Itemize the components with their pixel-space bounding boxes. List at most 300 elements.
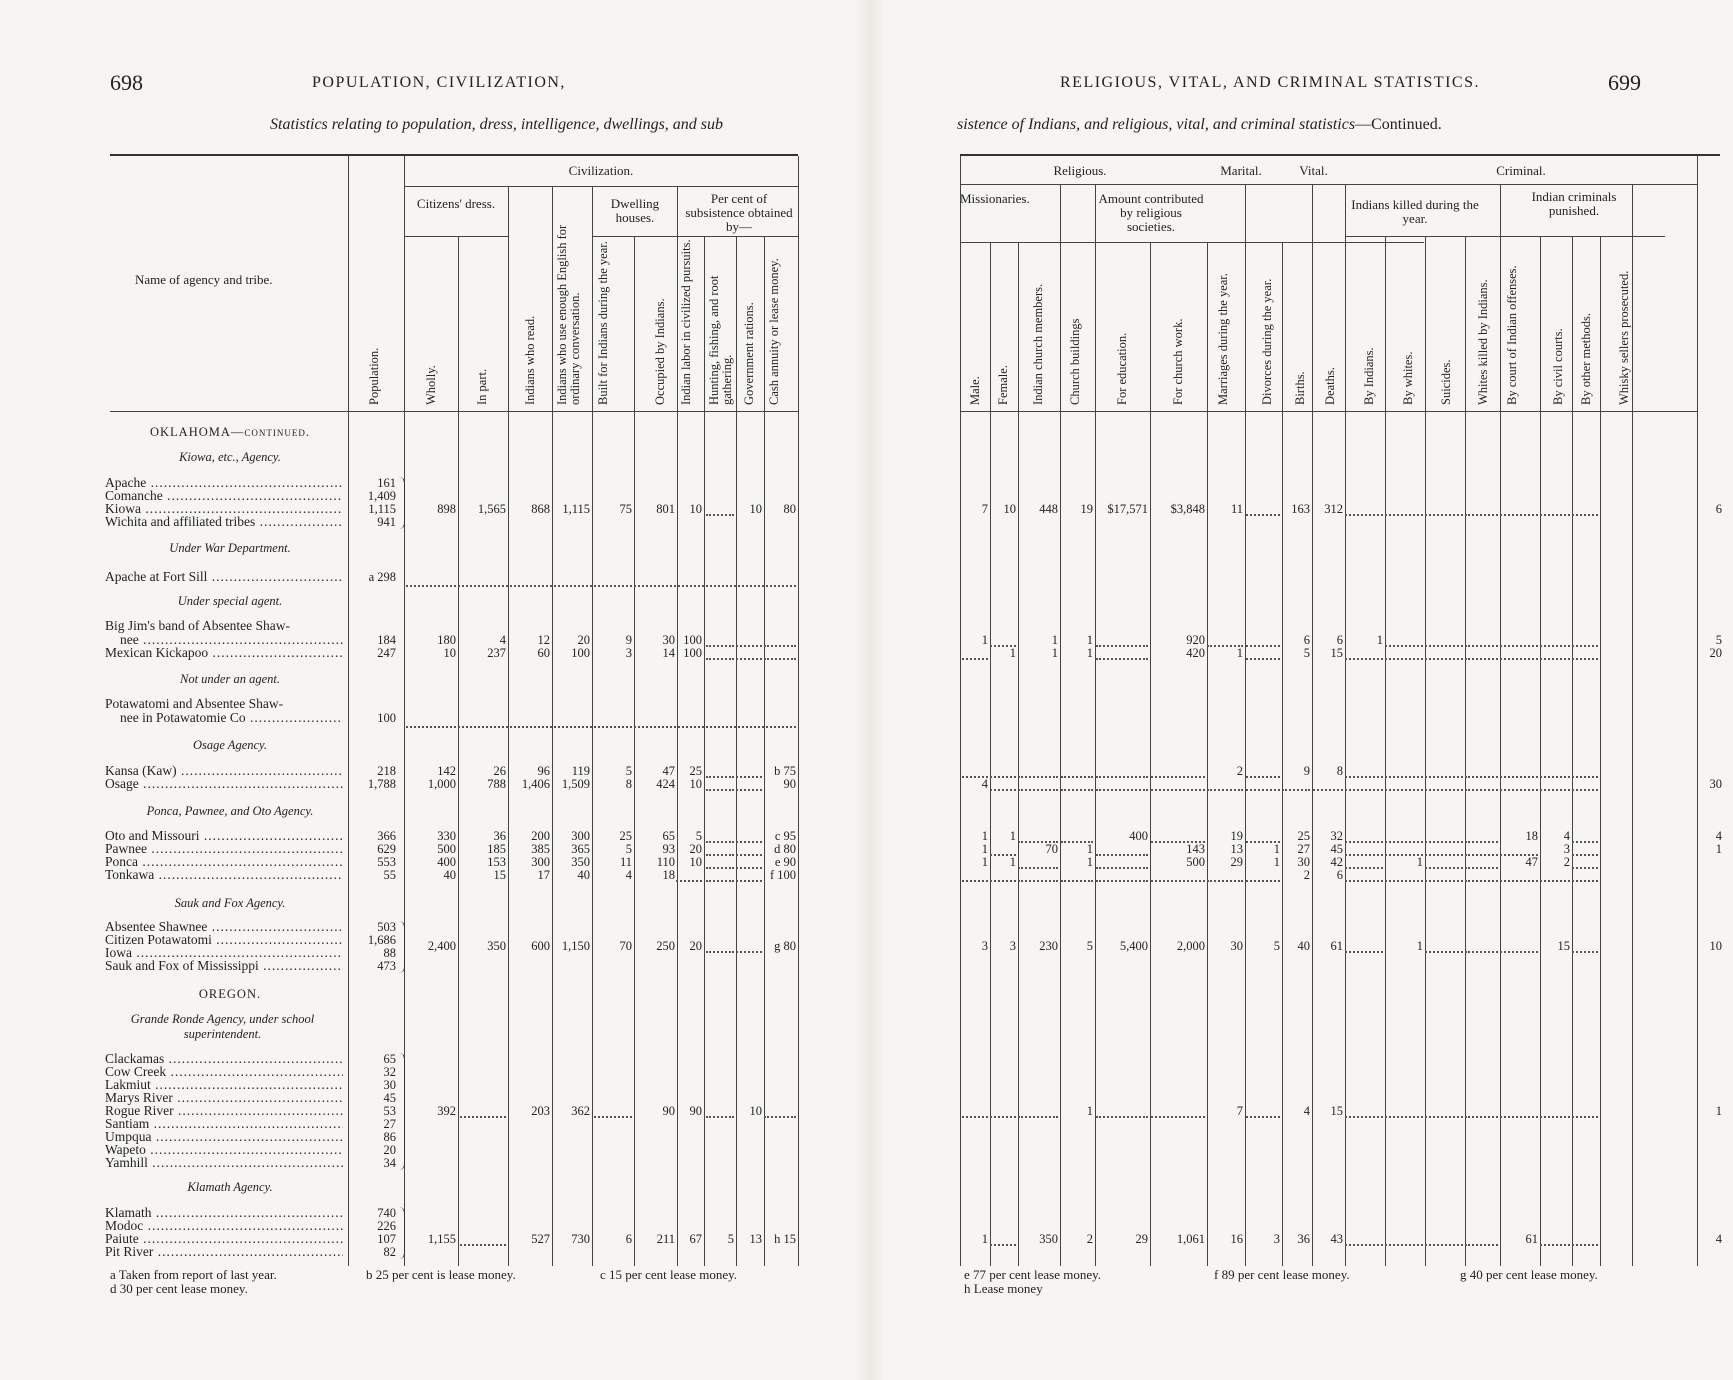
sub-rule	[1100, 242, 1424, 243]
tribe-name: Big Jim's band of Absentee Shaw-	[105, 619, 291, 633]
col-divider	[1312, 184, 1313, 1266]
cell-built: 6	[625, 1232, 632, 1246]
col-divider	[1600, 236, 1601, 1266]
cell-members: 230	[1039, 939, 1058, 953]
cell-div	[1246, 647, 1280, 660]
cell-deaths: 15	[1330, 646, 1343, 660]
punished-header: Indian criminals punished.	[1531, 189, 1617, 218]
cell-male: 1	[981, 855, 988, 869]
cell-court	[1500, 765, 1538, 778]
header-bottom-rule	[110, 411, 798, 412]
cell-built: 9	[625, 633, 632, 647]
population-value: 100	[377, 711, 396, 725]
cell-cash: e 90	[774, 855, 796, 869]
dotted-leader	[406, 572, 796, 587]
cell-church: 920	[1186, 633, 1205, 647]
missionaries-rule	[960, 242, 1100, 243]
cell-civil: 2	[1563, 855, 1570, 869]
cell-buildings	[1061, 765, 1093, 778]
for-church-header: For church work.	[1171, 318, 1185, 405]
cell-male: 4	[981, 777, 988, 791]
tribe-name: Santiam .....	[105, 1117, 343, 1131]
cell-members	[1018, 765, 1058, 778]
cell-rations: 10	[749, 502, 762, 516]
cell-labor: 10	[689, 855, 702, 869]
population-value: 1,115	[368, 502, 396, 516]
cell-occ: 65	[662, 829, 675, 843]
footnote-g: g 40 per cent lease money.	[1460, 1267, 1598, 1282]
cell-whk	[1465, 856, 1498, 869]
cell-eng: 300	[571, 829, 590, 843]
tribe-name: Tonkawa .....	[105, 868, 343, 882]
section-label: OKLAHOMA—continued.	[149, 425, 311, 439]
cell-eng: 20	[577, 633, 590, 647]
cell-members: 350	[1039, 1232, 1058, 1246]
tribe-name: Apache .....	[105, 476, 343, 490]
cell-div: 3	[1273, 1232, 1280, 1246]
cell-wholly: 898	[437, 502, 456, 516]
cell-hunt: 5	[727, 1232, 734, 1246]
tribe-name: Klamath .....	[105, 1206, 343, 1220]
population-value: 941	[377, 515, 396, 529]
cell-built: 11	[619, 855, 632, 869]
cell-cash	[764, 1105, 796, 1118]
cell-wholly: 392	[437, 1104, 456, 1118]
cell-buildings: 5	[1086, 939, 1093, 953]
cell-whisky: 10	[1709, 939, 1722, 953]
marriages-header: Marriages during the year.	[1216, 273, 1230, 405]
header-bottom-rule	[960, 411, 1697, 412]
cell-edu	[1096, 856, 1148, 869]
cell-occ: 30	[662, 633, 675, 647]
cell-wholly: 1,000	[427, 777, 456, 791]
cell-byind	[1345, 647, 1383, 660]
cell-occ: 424	[656, 777, 675, 791]
section-label: OREGON.	[198, 987, 262, 1001]
footnote-a: a Taken from report of last year.	[110, 1267, 277, 1282]
population-value: a 298	[368, 570, 396, 584]
cell-occ: 90	[662, 1104, 675, 1118]
cell-built: 8	[625, 777, 632, 791]
cell-wholly: 500	[437, 842, 456, 856]
cell-male	[962, 1105, 988, 1118]
population-value: 34	[383, 1156, 396, 1170]
cell-marr	[1207, 869, 1243, 882]
cell-whk	[1465, 765, 1498, 778]
cell-female: 1	[1009, 855, 1016, 869]
tribe-name: Oto and Missouri .....	[105, 829, 343, 843]
cell-occ: 93	[662, 842, 675, 856]
cell-wholly: 180	[437, 633, 456, 647]
dwelling-houses-header: Dwelling houses.	[610, 196, 660, 225]
cell-whisky: 4	[1715, 829, 1722, 843]
left-page	[0, 0, 860, 1380]
cell-occ: 18	[662, 868, 675, 882]
cell-other	[1572, 1105, 1598, 1118]
right-page-number: 699	[1608, 70, 1641, 95]
cell-births: 163	[1291, 502, 1310, 516]
col-divider	[1500, 184, 1501, 1266]
col-divider	[960, 156, 961, 1266]
table-top-rule	[110, 154, 798, 156]
cell-read: 96	[537, 764, 550, 778]
cell-marr: 1	[1236, 646, 1243, 660]
cell-rations	[736, 647, 762, 660]
cell-deaths: 6	[1336, 633, 1343, 647]
cell-hunt	[706, 778, 734, 791]
cell-edu: $17,571	[1107, 502, 1148, 516]
cell-male: 7	[981, 502, 988, 516]
cell-cash: h 15	[774, 1232, 796, 1246]
cell-members	[1018, 1105, 1058, 1118]
cell-sui	[1425, 503, 1463, 516]
cell-male: 1	[981, 842, 988, 856]
cell-buildings: 1	[1086, 855, 1093, 869]
tribe-name: Rogue River .....	[105, 1104, 343, 1118]
cell-wholly: 330	[437, 829, 456, 843]
cell-built: 5	[625, 764, 632, 778]
cell-marr: 30	[1230, 939, 1243, 953]
footnote-h: h Lease money	[964, 1281, 1043, 1296]
cell-sui	[1425, 1105, 1463, 1118]
cell-div	[1246, 778, 1280, 791]
cell-births	[1282, 778, 1310, 791]
cell-marr: 16	[1230, 1232, 1243, 1246]
cell-other	[1572, 869, 1598, 882]
tribe-name: Marys River .....	[105, 1091, 343, 1105]
cell-sui	[1425, 765, 1463, 778]
tribe-name: Sauk and Fox of Mississippi .....	[105, 959, 343, 973]
marital-header: Marital.	[1220, 163, 1262, 178]
cell-occ: 801	[656, 502, 675, 516]
section-label: Under special agent.	[177, 594, 283, 608]
tribe-name: Citizen Potawatomi .....	[105, 933, 343, 947]
divorces-header: Divorces during the year.	[1260, 278, 1274, 405]
section-label: Osage Agency.	[192, 738, 268, 752]
cell-hunt	[706, 634, 734, 647]
population-value: 20	[383, 1143, 396, 1157]
cell-church: 2,000	[1176, 939, 1205, 953]
tribe-name: Absentee Shawnee .....	[105, 920, 343, 934]
cell-court: 61	[1525, 1232, 1538, 1246]
col-divider	[1245, 184, 1246, 1266]
cell-female	[990, 1105, 1016, 1118]
population-value: 553	[377, 855, 396, 869]
section-label: Grande Ronde Agency, under school superintendent.	[130, 1012, 315, 1041]
church-buildings-header: Church buildings	[1068, 318, 1082, 405]
population-value: 629	[377, 842, 396, 856]
dotted-leader	[406, 713, 796, 728]
cell-members: 1	[1051, 633, 1058, 647]
subtitle-roman: —Continued.	[1355, 116, 1442, 133]
cell-deaths: 32	[1330, 829, 1343, 843]
cell-read: 17	[537, 868, 550, 882]
cell-cash: f 100	[769, 868, 796, 882]
population-value: 88	[383, 946, 396, 960]
cell-court	[1500, 634, 1538, 647]
cell-labor: 20	[689, 842, 702, 856]
cell-eng: 362	[571, 1104, 590, 1118]
group-brace	[398, 477, 405, 529]
cell-whisky: 5	[1715, 633, 1722, 647]
cell-rations	[736, 765, 762, 778]
group-brace	[398, 1053, 405, 1170]
cell-eng: 100	[571, 646, 590, 660]
cell-part: 1,565	[477, 502, 506, 516]
group-brace	[398, 921, 405, 973]
cell-bywh: 1	[1416, 855, 1423, 869]
cell-eng: 119	[571, 764, 590, 778]
cell-div	[1246, 503, 1280, 516]
tribe-name: Potawatomi and Absentee Shaw-	[105, 697, 284, 711]
cash-header: Cash annuity or lease money.	[767, 258, 781, 405]
for-education-header: For education.	[1115, 332, 1129, 405]
cell-rations: 10	[749, 1104, 762, 1118]
tribe-name: Kansa (Kaw) .....	[105, 764, 343, 778]
cell-female: 3	[1009, 939, 1016, 953]
cell-civil	[1540, 1233, 1570, 1246]
cell-edu	[1096, 869, 1148, 882]
population-value: 107	[377, 1232, 396, 1246]
cell-church	[1151, 869, 1205, 882]
rations-header: Government rations.	[742, 302, 756, 405]
cell-wholly: 2,400	[427, 939, 456, 953]
cell-labor: 20	[689, 939, 702, 953]
cell-byind	[1345, 765, 1383, 778]
killed-header: Indians killed during the year.	[1351, 197, 1479, 226]
cell-marr: 2	[1236, 764, 1243, 778]
population-value: 65	[383, 1052, 396, 1066]
cell-rations	[736, 856, 762, 869]
cell-bywh	[1385, 1233, 1423, 1246]
cell-church: $3,848	[1170, 502, 1205, 516]
cell-civil: 15	[1557, 939, 1570, 953]
cell-whk	[1465, 1105, 1498, 1118]
cell-cash: 80	[783, 502, 796, 516]
tribe-name: Iowa .....	[105, 946, 343, 960]
cell-div	[1246, 765, 1280, 778]
tribe-name: Kiowa .....	[105, 502, 343, 516]
cell-part	[460, 1105, 506, 1118]
cell-sui	[1425, 647, 1463, 660]
cell-buildings	[1061, 869, 1093, 882]
cell-deaths: 312	[1324, 502, 1343, 516]
cell-labor: 100	[683, 633, 702, 647]
cell-byind	[1345, 830, 1383, 843]
cell-edu	[1096, 634, 1148, 647]
built-header: Built for Indians during the year.	[596, 241, 610, 405]
population-value: 218	[377, 764, 396, 778]
cell-wholly: 40	[443, 868, 456, 882]
cell-read: 600	[531, 939, 550, 953]
cell-civil	[1540, 647, 1570, 660]
cell-births: 4	[1303, 1104, 1310, 1118]
cell-hunt	[706, 647, 734, 660]
right-running-head: RELIGIOUS, VITAL, AND CRIMINAL STATISTICS.	[1060, 74, 1480, 91]
cell-read: 527	[531, 1232, 550, 1246]
criminal-sub-rule	[1345, 236, 1665, 237]
cell-whisky: 4	[1715, 1232, 1722, 1246]
cell-part	[460, 1233, 506, 1246]
whites-killed-header: Whites killed by Indians.	[1476, 279, 1490, 405]
cell-members: 70	[1045, 842, 1058, 856]
female-header: Female.	[996, 365, 1010, 405]
cell-read: 385	[531, 842, 550, 856]
cell-church: 143	[1186, 842, 1205, 856]
population-value: 247	[377, 646, 396, 660]
cell-other	[1572, 503, 1598, 516]
section-label: Sauk and Fox Agency.	[174, 896, 286, 910]
cell-bywh	[1385, 765, 1423, 778]
cell-whisky: 30	[1709, 777, 1722, 791]
cell-deaths: 15	[1330, 1104, 1343, 1118]
cell-female	[990, 869, 1016, 882]
cell-labor: 67	[689, 1232, 702, 1246]
cell-sui	[1425, 1233, 1463, 1246]
cell-other	[1572, 634, 1598, 647]
dress-rule	[404, 236, 508, 237]
col-divider	[1095, 184, 1096, 1266]
cell-div	[1246, 634, 1280, 647]
cell-court	[1500, 503, 1538, 516]
cell-part: 788	[487, 777, 506, 791]
cell-civil: 4	[1563, 829, 1570, 843]
cell-civil	[1540, 634, 1570, 647]
cell-court	[1500, 778, 1538, 791]
footnote-c: c 15 per cent lease money.	[600, 1267, 738, 1282]
cell-civil	[1540, 869, 1570, 882]
cell-byind	[1345, 869, 1383, 882]
col-divider	[348, 156, 349, 1266]
cell-male	[962, 869, 988, 882]
cell-byind	[1345, 503, 1383, 516]
cell-rations	[736, 634, 762, 647]
cell-div: 1	[1273, 855, 1280, 869]
cell-rations	[736, 869, 762, 882]
cell-deaths: 6	[1336, 868, 1343, 882]
cell-civil: 3	[1563, 842, 1570, 856]
cell-cash: 90	[783, 777, 796, 791]
group-brace	[398, 1207, 405, 1259]
cell-church: 420	[1186, 646, 1205, 660]
cell-rations	[736, 843, 762, 856]
cell-built: 5	[625, 842, 632, 856]
cell-div	[1246, 869, 1280, 882]
cell-byind	[1345, 1233, 1383, 1246]
cell-part: 26	[493, 764, 506, 778]
tribe-name: Modoc .....	[105, 1219, 343, 1233]
cell-male: 3	[981, 939, 988, 953]
cell-labor: 25	[689, 764, 702, 778]
population-value: 30	[383, 1078, 396, 1092]
cell-cash: b 75	[774, 764, 796, 778]
cell-court	[1500, 1105, 1538, 1118]
cell-sui	[1425, 830, 1463, 843]
group-rule	[960, 184, 1697, 185]
subtitle-italic: sistence of Indians, and religious, vital, and criminal statistics	[957, 116, 1356, 133]
criminal-header: Criminal.	[1496, 163, 1546, 178]
section-label: Not under an agent.	[180, 672, 280, 686]
missionaries-header: Missionaries.	[960, 191, 1030, 206]
cell-read: 300	[531, 855, 550, 869]
cell-buildings: 1	[1086, 1104, 1093, 1118]
read-header: Indians who read.	[523, 315, 537, 405]
church-members-header: Indian church members.	[1031, 283, 1045, 405]
cell-labor: 5	[695, 829, 702, 843]
cell-births: 40	[1297, 939, 1310, 953]
cell-byind	[1345, 778, 1383, 791]
population-value: 366	[377, 829, 396, 843]
tribe-name: nee in Potawatomie Co .....	[120, 711, 343, 725]
cell-part: 237	[487, 646, 506, 660]
cell-bywh	[1385, 503, 1423, 516]
col-divider	[1060, 184, 1061, 1266]
population-value: 86	[383, 1130, 396, 1144]
cell-labor: 10	[689, 777, 702, 791]
vital-header: Vital.	[1299, 163, 1328, 178]
cell-court	[1500, 647, 1538, 660]
cell-rations	[736, 830, 762, 843]
cell-bywh	[1385, 1105, 1423, 1118]
col-divider	[1345, 184, 1346, 1266]
cell-eng: 1,150	[561, 939, 590, 953]
tribe-name: Wapeto .....	[105, 1143, 343, 1157]
by-whites-header: By whites.	[1401, 351, 1415, 405]
footnote-f: f 89 per cent lease money.	[1214, 1267, 1350, 1282]
tribe-name: Cow Creek .....	[105, 1065, 343, 1079]
cell-byind: 1	[1376, 633, 1383, 647]
in-part-header: In part.	[475, 368, 489, 405]
cell-built: 75	[619, 502, 632, 516]
cell-whk	[1465, 634, 1498, 647]
cell-eng: 730	[571, 1232, 590, 1246]
cell-whisky: 1	[1715, 1104, 1722, 1118]
cell-read: 12	[537, 633, 550, 647]
cell-births: 27	[1297, 842, 1310, 856]
cell-edu: 29	[1135, 1232, 1148, 1246]
cell-church: 1,061	[1176, 1232, 1205, 1246]
col-divider	[798, 156, 799, 1266]
population-header: Population.	[367, 347, 381, 405]
tribe-name: Mexican Kickapoo .....	[105, 646, 343, 660]
cell-hunt	[706, 830, 734, 843]
col-divider	[704, 236, 705, 1266]
cell-court	[1500, 940, 1538, 953]
civilization-rule	[404, 186, 798, 187]
cell-built: 4	[625, 868, 632, 882]
cell-bywh	[1385, 634, 1423, 647]
occupied-header: Occupied by Indians.	[653, 298, 667, 405]
cell-civil	[1540, 765, 1570, 778]
cell-other	[1572, 843, 1598, 856]
cell-rations	[736, 940, 762, 953]
cell-female: 10	[1003, 502, 1016, 516]
tribe-name: Osage .....	[105, 777, 343, 791]
cell-byind	[1345, 1105, 1383, 1118]
suicides-header: Suicides.	[1439, 359, 1453, 405]
labor-header: Indian labor in civilized pursuits.	[679, 239, 693, 405]
cell-edu	[1096, 778, 1148, 791]
cell-deaths: 61	[1330, 939, 1343, 953]
percent-subsistence-header: Per cent of subsistence obtained by—	[685, 191, 793, 234]
cell-eng: 1,115	[562, 502, 590, 516]
cell-whk	[1465, 503, 1498, 516]
footnote-e: e 77 per cent lease money.	[964, 1267, 1102, 1282]
births-header: Births.	[1293, 371, 1307, 405]
cell-other	[1572, 1233, 1598, 1246]
cell-church: 500	[1186, 855, 1205, 869]
cell-part: 350	[487, 939, 506, 953]
